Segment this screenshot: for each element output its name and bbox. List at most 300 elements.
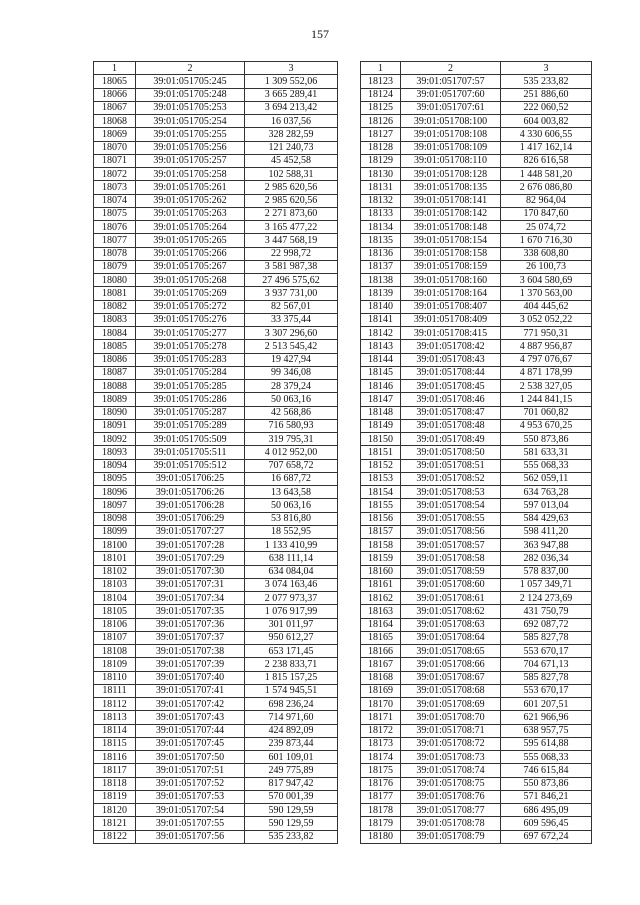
table-row	[361, 486, 592, 499]
row-number-cell: 18100	[94, 539, 136, 552]
table-row	[361, 75, 592, 88]
value-cell: 634 084,04	[245, 565, 338, 578]
value-cell: 13 643,58	[245, 486, 338, 499]
row-number-cell: 18143	[361, 340, 401, 353]
table-row	[361, 790, 592, 803]
row-number-cell: 18082	[94, 300, 136, 313]
table-row	[94, 340, 338, 353]
row-number-cell: 18132	[361, 194, 401, 207]
table-row	[361, 313, 592, 326]
column-header-cadastral: 2	[136, 62, 245, 75]
table-row	[361, 128, 592, 141]
value-cell: 2 077 973,37	[245, 592, 338, 605]
row-number-cell: 18142	[361, 327, 401, 340]
table-row	[361, 817, 592, 830]
table-row	[94, 698, 338, 711]
value-cell: 716 580,93	[245, 419, 338, 432]
cadastral-number-cell: 39:01:051708:70	[401, 711, 501, 724]
row-number-cell: 18121	[94, 817, 136, 830]
table-row	[94, 499, 338, 512]
table-row	[94, 247, 338, 260]
table-row	[94, 194, 338, 207]
value-cell: 553 670,17	[501, 645, 592, 658]
cadastral-number-cell: 39:01:051705:262	[136, 194, 245, 207]
row-number-cell: 18153	[361, 472, 401, 485]
value-cell: 28 379,24	[245, 380, 338, 393]
table-row	[361, 830, 592, 843]
cadastral-number-cell: 39:01:051707:35	[136, 605, 245, 618]
cadastral-number-cell: 39:01:051708:75	[401, 777, 501, 790]
table-row	[94, 578, 338, 591]
value-cell: 3 447 568,19	[245, 234, 338, 247]
table-row	[361, 446, 592, 459]
row-number-cell: 18092	[94, 433, 136, 446]
cadastral-number-cell: 39:01:051707:29	[136, 552, 245, 565]
value-cell: 2 238 833,71	[245, 658, 338, 671]
row-number-cell: 18065	[94, 75, 136, 88]
row-number-cell: 18104	[94, 592, 136, 605]
row-number-cell: 18180	[361, 830, 401, 843]
row-number-cell: 18144	[361, 353, 401, 366]
value-cell: 102 588,31	[245, 168, 338, 181]
cadastral-number-cell: 39:01:051708:109	[401, 141, 501, 154]
value-cell: 319 795,31	[245, 433, 338, 446]
cadastral-number-cell: 39:01:051707:39	[136, 658, 245, 671]
cadastral-number-cell: 39:01:051707:54	[136, 804, 245, 817]
row-number-cell: 18160	[361, 565, 401, 578]
table-row	[94, 313, 338, 326]
value-cell: 701 060,82	[501, 406, 592, 419]
row-number-cell: 18172	[361, 724, 401, 737]
cadastral-number-cell: 39:01:051707:43	[136, 711, 245, 724]
table-row	[361, 194, 592, 207]
cadastral-number-cell: 39:01:051708:74	[401, 764, 501, 777]
cadastral-number-cell: 39:01:051707:44	[136, 724, 245, 737]
table-row	[361, 737, 592, 750]
cadastral-number-cell: 39:01:051708:59	[401, 565, 501, 578]
row-number-cell: 18138	[361, 274, 401, 287]
table-row	[361, 525, 592, 538]
value-cell: 692 087,72	[501, 618, 592, 631]
table-row	[94, 790, 338, 803]
value-cell: 1 309 552,06	[245, 75, 338, 88]
cadastral-number-cell: 39:01:051708:407	[401, 300, 501, 313]
row-number-cell: 18165	[361, 631, 401, 644]
row-number-cell: 18156	[361, 512, 401, 525]
cadastral-number-cell: 39:01:051705:255	[136, 128, 245, 141]
value-cell: 1 076 917,99	[245, 605, 338, 618]
cadastral-number-cell: 39:01:051705:512	[136, 459, 245, 472]
row-number-cell: 18128	[361, 141, 401, 154]
cadastral-number-cell: 39:01:051708:164	[401, 287, 501, 300]
cadastral-number-cell: 39:01:051708:58	[401, 552, 501, 565]
cadastral-number-cell: 39:01:051707:38	[136, 645, 245, 658]
row-number-cell: 18102	[94, 565, 136, 578]
row-number-cell: 18081	[94, 287, 136, 300]
value-cell: 301 011,97	[245, 618, 338, 631]
row-number-cell: 18101	[94, 552, 136, 565]
table-row	[361, 684, 592, 697]
table-row	[361, 472, 592, 485]
value-cell: 328 282,59	[245, 128, 338, 141]
row-number-cell: 18112	[94, 698, 136, 711]
cadastral-number-cell: 39:01:051708:154	[401, 234, 501, 247]
row-number-cell: 18146	[361, 380, 401, 393]
cadastral-number-cell: 39:01:051705:286	[136, 393, 245, 406]
cadastral-number-cell: 39:01:051705:258	[136, 168, 245, 181]
row-number-cell: 18072	[94, 168, 136, 181]
row-number-cell: 18107	[94, 631, 136, 644]
cadastral-number-cell: 39:01:051707:52	[136, 777, 245, 790]
table-row	[94, 274, 338, 287]
row-number-cell: 18080	[94, 274, 136, 287]
table-row	[361, 671, 592, 684]
value-cell: 585 827,78	[501, 631, 592, 644]
cadastral-number-cell: 39:01:051705:265	[136, 234, 245, 247]
value-cell: 3 665 289,41	[245, 88, 338, 101]
cadastral-number-cell: 39:01:051705:284	[136, 366, 245, 379]
row-number-cell: 18127	[361, 128, 401, 141]
table-row	[94, 764, 338, 777]
table-row	[361, 552, 592, 565]
value-cell: 3 581 987,38	[245, 260, 338, 273]
table-row	[361, 565, 592, 578]
cadastral-number-cell: 39:01:051705:267	[136, 260, 245, 273]
value-cell: 431 750,79	[501, 605, 592, 618]
table-row	[94, 658, 338, 671]
table-header-row	[94, 62, 338, 75]
row-number-cell: 18170	[361, 698, 401, 711]
row-number-cell: 18068	[94, 115, 136, 128]
cadastral-number-cell: 39:01:051708:409	[401, 313, 501, 326]
table-row	[361, 804, 592, 817]
value-cell: 707 658,72	[245, 459, 338, 472]
row-number-cell: 18113	[94, 711, 136, 724]
row-number-cell: 18176	[361, 777, 401, 790]
row-number-cell: 18152	[361, 459, 401, 472]
cadastral-number-cell: 39:01:051706:25	[136, 472, 245, 485]
cadastral-number-cell: 39:01:051705:257	[136, 154, 245, 167]
value-cell: 638 111,14	[245, 552, 338, 565]
value-cell: 3 052 052,22	[501, 313, 592, 326]
cadastral-number-cell: 39:01:051708:415	[401, 327, 501, 340]
row-number-cell: 18133	[361, 207, 401, 220]
table-row	[361, 592, 592, 605]
table-row	[361, 88, 592, 101]
value-cell: 3 694 213,42	[245, 101, 338, 114]
row-number-cell: 18091	[94, 419, 136, 432]
row-number-cell: 18110	[94, 671, 136, 684]
row-number-cell: 18151	[361, 446, 401, 459]
cadastral-number-cell: 39:01:051708:52	[401, 472, 501, 485]
table-row	[361, 645, 592, 658]
cadastral-number-cell: 39:01:051708:78	[401, 817, 501, 830]
table-row	[361, 327, 592, 340]
table-row	[361, 247, 592, 260]
table-row	[94, 419, 338, 432]
table-row	[94, 804, 338, 817]
row-number-cell: 18141	[361, 313, 401, 326]
value-cell: 597 013,04	[501, 499, 592, 512]
row-number-cell: 18169	[361, 684, 401, 697]
cadastral-number-cell: 39:01:051708:44	[401, 366, 501, 379]
table-row	[361, 751, 592, 764]
row-number-cell: 18088	[94, 380, 136, 393]
table-row	[94, 101, 338, 114]
table-row	[94, 75, 338, 88]
cadastral-number-cell: 39:01:051707:61	[401, 101, 501, 114]
cadastral-number-cell: 39:01:051705:283	[136, 353, 245, 366]
table-row	[94, 472, 338, 485]
cadastral-number-cell: 39:01:051707:60	[401, 88, 501, 101]
left-data-table	[93, 61, 338, 844]
value-cell: 1 244 841,15	[501, 393, 592, 406]
cadastral-number-cell: 39:01:051708:54	[401, 499, 501, 512]
value-cell: 2 271 873,60	[245, 207, 338, 220]
row-number-cell: 18163	[361, 605, 401, 618]
value-cell: 553 670,17	[501, 684, 592, 697]
value-cell: 424 892,09	[245, 724, 338, 737]
value-cell: 1 815 157,25	[245, 671, 338, 684]
value-cell: 771 950,31	[501, 327, 592, 340]
value-cell: 363 947,88	[501, 539, 592, 552]
table-row	[94, 327, 338, 340]
row-number-cell: 18164	[361, 618, 401, 631]
table-row	[361, 366, 592, 379]
value-cell: 584 429,63	[501, 512, 592, 525]
table-row	[361, 658, 592, 671]
table-row	[94, 486, 338, 499]
cadastral-number-cell: 39:01:051708:71	[401, 724, 501, 737]
cadastral-number-cell: 39:01:051708:65	[401, 645, 501, 658]
row-number-cell: 18070	[94, 141, 136, 154]
table-row	[94, 287, 338, 300]
value-cell: 2 513 545,42	[245, 340, 338, 353]
table-row	[94, 684, 338, 697]
table-row	[361, 499, 592, 512]
table-row	[361, 287, 592, 300]
value-cell: 4 887 956,87	[501, 340, 592, 353]
table-row	[361, 340, 592, 353]
value-cell: 555 068,33	[501, 459, 592, 472]
table-row	[94, 366, 338, 379]
cadastral-number-cell: 39:01:051708:100	[401, 115, 501, 128]
table-row	[361, 618, 592, 631]
cadastral-number-cell: 39:01:051708:56	[401, 525, 501, 538]
table-row	[361, 393, 592, 406]
row-number-cell: 18161	[361, 578, 401, 591]
value-cell: 249 775,89	[245, 764, 338, 777]
cadastral-number-cell: 39:01:051705:289	[136, 419, 245, 432]
row-number-cell: 18140	[361, 300, 401, 313]
row-number-cell: 18116	[94, 751, 136, 764]
table-row	[361, 711, 592, 724]
table-row	[361, 234, 592, 247]
value-cell: 27 496 575,62	[245, 274, 338, 287]
cadastral-number-cell: 39:01:051705:264	[136, 221, 245, 234]
value-cell: 4 797 076,67	[501, 353, 592, 366]
value-cell: 1 574 945,51	[245, 684, 338, 697]
row-number-cell: 18145	[361, 366, 401, 379]
value-cell: 686 495,09	[501, 804, 592, 817]
value-cell: 99 346,08	[245, 366, 338, 379]
value-cell: 2 985 620,56	[245, 194, 338, 207]
row-number-cell: 18173	[361, 737, 401, 750]
table-row	[361, 406, 592, 419]
row-number-cell: 18120	[94, 804, 136, 817]
cadastral-number-cell: 39:01:051705:268	[136, 274, 245, 287]
row-number-cell: 18179	[361, 817, 401, 830]
cadastral-number-cell: 39:01:051708:68	[401, 684, 501, 697]
value-cell: 338 608,80	[501, 247, 592, 260]
table-row	[94, 777, 338, 790]
cadastral-number-cell: 39:01:051708:77	[401, 804, 501, 817]
value-cell: 19 427,94	[245, 353, 338, 366]
cadastral-number-cell: 39:01:051707:34	[136, 592, 245, 605]
row-number-cell: 18136	[361, 247, 401, 260]
cadastral-number-cell: 39:01:051705:287	[136, 406, 245, 419]
row-number-cell: 18139	[361, 287, 401, 300]
value-cell: 535 233,82	[501, 75, 592, 88]
table-row	[361, 181, 592, 194]
table-row	[361, 101, 592, 114]
cadastral-number-cell: 39:01:051706:26	[136, 486, 245, 499]
value-cell: 2 676 086,80	[501, 181, 592, 194]
cadastral-number-cell: 39:01:051707:28	[136, 539, 245, 552]
cadastral-number-cell: 39:01:051708:108	[401, 128, 501, 141]
table-row	[361, 777, 592, 790]
row-number-cell: 18103	[94, 578, 136, 591]
value-cell: 4 330 606,55	[501, 128, 592, 141]
cadastral-number-cell: 39:01:051706:29	[136, 512, 245, 525]
value-cell: 590 129,59	[245, 804, 338, 817]
row-number-cell: 18125	[361, 101, 401, 114]
row-number-cell: 18122	[94, 830, 136, 843]
value-cell: 604 003,82	[501, 115, 592, 128]
cadastral-number-cell: 39:01:051707:36	[136, 618, 245, 631]
cadastral-number-cell: 39:01:051707:45	[136, 737, 245, 750]
cadastral-number-cell: 39:01:051705:254	[136, 115, 245, 128]
value-cell: 82 964,04	[501, 194, 592, 207]
table-row	[94, 645, 338, 658]
row-number-cell: 18159	[361, 552, 401, 565]
row-number-cell: 18078	[94, 247, 136, 260]
value-cell: 634 763,28	[501, 486, 592, 499]
value-cell: 1 057 349,71	[501, 578, 592, 591]
cadastral-number-cell: 39:01:051707:57	[401, 75, 501, 88]
cadastral-number-cell: 39:01:051708:47	[401, 406, 501, 419]
cadastral-number-cell: 39:01:051708:69	[401, 698, 501, 711]
row-number-cell: 18157	[361, 525, 401, 538]
table-row	[361, 419, 592, 432]
table-row	[94, 380, 338, 393]
value-cell: 638 957,75	[501, 724, 592, 737]
table-row	[94, 234, 338, 247]
table-row	[94, 406, 338, 419]
row-number-cell: 18137	[361, 260, 401, 273]
row-number-cell: 18096	[94, 486, 136, 499]
table-row	[94, 393, 338, 406]
table-row	[94, 724, 338, 737]
row-number-cell: 18077	[94, 234, 136, 247]
table-row	[361, 539, 592, 552]
column-header-number: 1	[94, 62, 136, 75]
table-row	[361, 274, 592, 287]
cadastral-number-cell: 39:01:051708:128	[401, 168, 501, 181]
row-number-cell: 18106	[94, 618, 136, 631]
value-cell: 26 100,73	[501, 260, 592, 273]
cadastral-number-cell: 39:01:051708:49	[401, 433, 501, 446]
cadastral-number-cell: 39:01:051708:73	[401, 751, 501, 764]
row-number-cell: 18083	[94, 313, 136, 326]
row-number-cell: 18162	[361, 592, 401, 605]
cadastral-number-cell: 39:01:051705:245	[136, 75, 245, 88]
table-row	[94, 751, 338, 764]
cadastral-number-cell: 39:01:051706:28	[136, 499, 245, 512]
cadastral-number-cell: 39:01:051708:67	[401, 671, 501, 684]
row-number-cell: 18067	[94, 101, 136, 114]
cadastral-number-cell: 39:01:051708:158	[401, 247, 501, 260]
row-number-cell: 18109	[94, 658, 136, 671]
value-cell: 2 985 620,56	[245, 181, 338, 194]
row-number-cell: 18150	[361, 433, 401, 446]
cadastral-number-cell: 39:01:051707:53	[136, 790, 245, 803]
table-row	[361, 380, 592, 393]
value-cell: 16 687,72	[245, 472, 338, 485]
value-cell: 2 538 327,05	[501, 380, 592, 393]
value-cell: 653 171,45	[245, 645, 338, 658]
table-row	[94, 830, 338, 843]
row-number-cell: 18177	[361, 790, 401, 803]
table-row	[94, 88, 338, 101]
table-row	[94, 300, 338, 313]
table-row	[361, 459, 592, 472]
table-row	[94, 737, 338, 750]
table-row	[361, 605, 592, 618]
row-number-cell: 18171	[361, 711, 401, 724]
table-row	[94, 711, 338, 724]
table-row	[94, 154, 338, 167]
table-row	[361, 141, 592, 154]
cadastral-number-cell: 39:01:051705:248	[136, 88, 245, 101]
cadastral-number-cell: 39:01:051705:276	[136, 313, 245, 326]
value-cell: 121 240,73	[245, 141, 338, 154]
row-number-cell: 18090	[94, 406, 136, 419]
cadastral-number-cell: 39:01:051708:60	[401, 578, 501, 591]
cadastral-number-cell: 39:01:051707:42	[136, 698, 245, 711]
value-cell: 595 614,88	[501, 737, 592, 750]
table-row	[361, 300, 592, 313]
row-number-cell: 18071	[94, 154, 136, 167]
value-cell: 3 074 163,46	[245, 578, 338, 591]
value-cell: 746 615,84	[501, 764, 592, 777]
cadastral-number-cell: 39:01:051707:40	[136, 671, 245, 684]
value-cell: 621 966,96	[501, 711, 592, 724]
value-cell: 25 074,72	[501, 221, 592, 234]
row-number-cell: 18089	[94, 393, 136, 406]
row-number-cell: 18168	[361, 671, 401, 684]
row-number-cell: 18093	[94, 446, 136, 459]
value-cell: 222 060,52	[501, 101, 592, 114]
table-row	[361, 154, 592, 167]
value-cell: 251 886,60	[501, 88, 592, 101]
value-cell: 601 109,01	[245, 751, 338, 764]
value-cell: 82 567,01	[245, 300, 338, 313]
row-number-cell: 18154	[361, 486, 401, 499]
row-number-cell: 18124	[361, 88, 401, 101]
row-number-cell: 18079	[94, 260, 136, 273]
table-row	[94, 115, 338, 128]
